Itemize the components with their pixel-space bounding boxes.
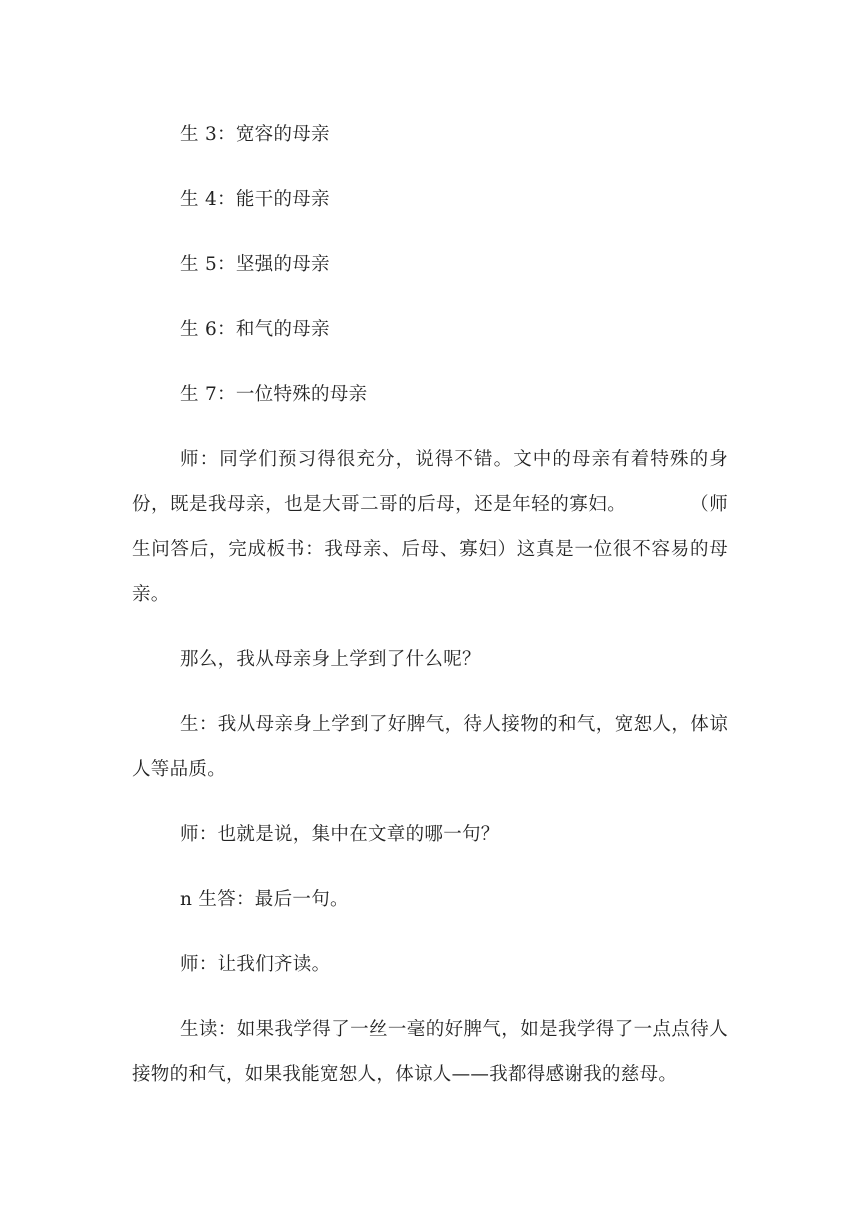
paragraph-student-answer: 生：我从母亲身上学到了好脾气，待人接物的和气，宽恕人，体谅人等品质。 — [132, 714, 728, 780]
paragraph-teacher-comment: 师：同学们预习得很充分，说得不错。文中的母亲有着特殊的身份，既是我母亲，也是大哥二哥的后母，还是年轻的寡妇。 （师生问答后，完成板书：我母亲、后母、寡妇）这真是一位很不容易的母亲。 — [132, 449, 728, 605]
paragraph-student-7: 生 7：一位特殊的母亲 — [180, 384, 368, 405]
paragraph-student-reply: n 生答：最后一句。 — [180, 889, 349, 910]
paragraph-teacher-question: 师：也就是说，集中在文章的哪一句？ — [180, 824, 500, 845]
paragraph-student-4: 生 4：能干的母亲 — [180, 189, 330, 210]
paragraph-student-5: 生 5：坚强的母亲 — [180, 254, 330, 275]
paragraph-student-6: 生 6：和气的母亲 — [180, 319, 330, 340]
paragraph-teacher-instruction: 师：让我们齐读。 — [180, 954, 331, 975]
paragraph-student-reading: 生读：如果我学得了一丝一毫的好脾气，如是我学得了一点点待人接物的和气，如果我能宽恕人，体谅人——我都得感谢我的慈母。 — [132, 1019, 728, 1085]
paragraph-question: 那么，我从母亲身上学到了什么呢？ — [180, 649, 481, 670]
document-body — [132, 112, 728, 1097]
paragraph-student-3: 生 3：宽容的母亲 — [180, 124, 330, 145]
